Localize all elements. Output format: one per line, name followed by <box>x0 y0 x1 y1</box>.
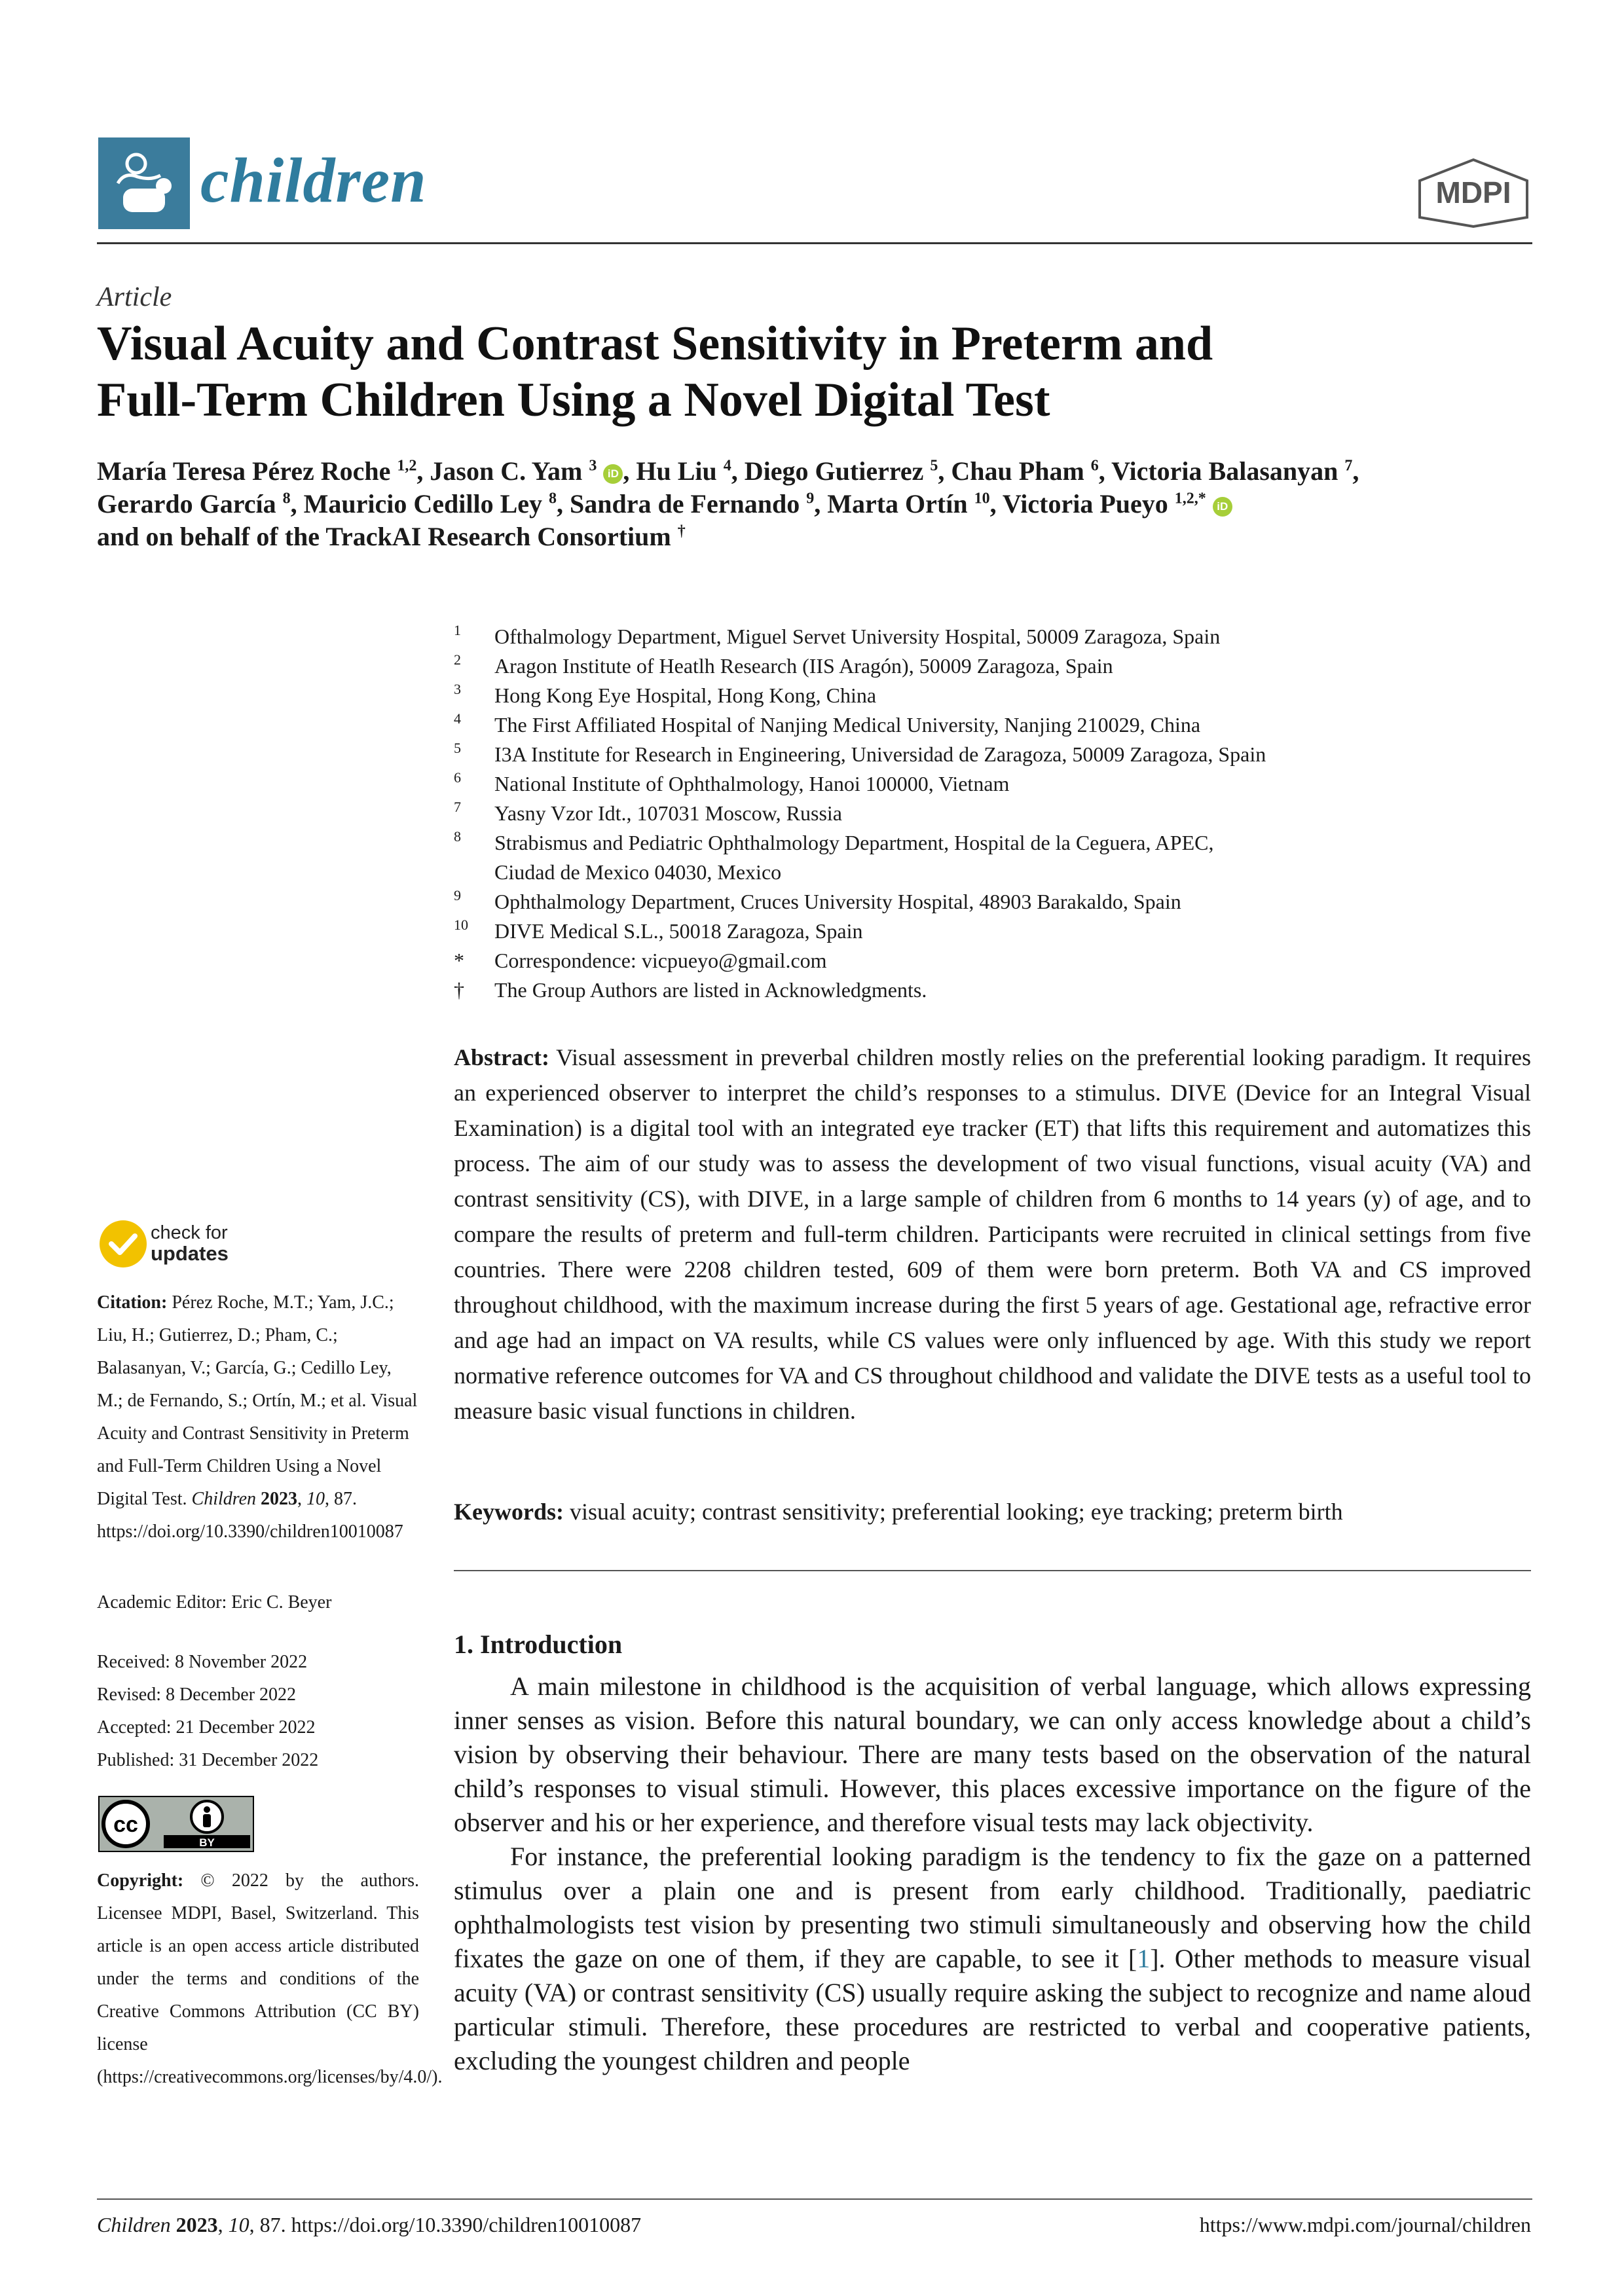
author-name[interactable]: Jason C. Yam <box>430 456 583 486</box>
journal-logo-icon <box>98 137 190 229</box>
affiliation-item <box>454 651 1528 681</box>
author-name[interactable]: Hu Liu <box>636 456 717 486</box>
author-name[interactable]: Sandra de Fernando <box>570 489 800 519</box>
correspondence-text[interactable]: Correspondence: vicpueyo@gmail.com <box>494 949 827 972</box>
affiliation-text: Hong Kong Eye Hospital, Hong Kong, China <box>494 683 877 707</box>
affiliation-item <box>454 622 1528 651</box>
copyright-label: Copyright: <box>97 1870 184 1891</box>
check-updates-line-2: updates <box>151 1242 229 1265</box>
affiliation-number: 7 <box>454 799 461 815</box>
author-name[interactable]: Victoria Pueyo <box>1002 489 1168 519</box>
cc-icon-text: cc <box>113 1812 138 1837</box>
affiliation-number: 8 <box>454 828 461 845</box>
author-name[interactable]: Diego Gutierrez <box>744 456 924 486</box>
affiliation-text: DIVE Medical S.L., 50018 Zaragoza, Spain <box>494 919 863 943</box>
affiliations-list <box>454 622 1528 1005</box>
footer-journal: Children <box>97 2213 171 2236</box>
affiliation-number: 1 <box>454 622 461 638</box>
cc-by-license-badge[interactable] <box>98 1796 254 1852</box>
article-title <box>97 316 1407 428</box>
journal-name: children <box>200 145 427 216</box>
affiliation-item <box>454 799 1528 828</box>
affiliation-item <box>454 710 1528 740</box>
footer-journal-url[interactable]: https://www.mdpi.com/journal/children <box>1199 2213 1531 2236</box>
author-affil-ref: 1,2,* <box>1174 490 1206 507</box>
publisher-name: MDPI <box>1435 175 1511 210</box>
keywords <box>454 1494 1531 1529</box>
title-line-2: Full-Term Children Using a Novel Digital Test <box>97 373 1050 427</box>
affiliation-number: 3 <box>454 681 461 697</box>
paragraph <box>454 1840 1531 2078</box>
copyright-block <box>97 1865 443 2094</box>
footer-year: 2023 <box>175 2213 218 2236</box>
author-affil-ref: 5 <box>930 457 938 475</box>
author-affil-ref: 10 <box>974 490 990 507</box>
by-label: BY <box>199 1836 215 1849</box>
author-name[interactable]: Chau Pham <box>951 456 1084 486</box>
paragraph-text: ]. Other methods to measure visual acuity (VA) or contrast sensitivity (CS) usually require asking the subject to recognize and name aloud particular stimuli. Therefore, these procedures are restricted to verbal and cooperative patients, excluding the youngest children and people <box>454 1944 1531 2075</box>
reference-link[interactable]: 1 <box>1137 1944 1151 1973</box>
check-updates-line-1: check for <box>151 1222 228 1243</box>
publication-dates <box>97 1646 318 1777</box>
affiliation-number: 9 <box>454 887 461 903</box>
affiliation-text: Ciudad de Mexico 04030, Mexico <box>494 860 782 884</box>
abstract-label: Abstract: <box>454 1044 549 1070</box>
author-name[interactable]: Marta Ortín <box>827 489 968 519</box>
citation-text: Pérez Roche, M.T.; Yam, J.C.; Liu, H.; Gutierrez, D.; Pham, C.; Balasanyan, V.; García, G.; Cedillo Ley, M.; de Fernando, S.; Ortín, M.; et al. Visual Acuity and Contrast Sensitivity in Preterm and Full-Term Children Using a Novel Digital Test. <box>97 1292 418 1509</box>
consortium-ref: † <box>677 522 686 540</box>
affiliation-text: Strabismus and Pediatric Ophthalmology Department, Hospital de la Ceguera, APEC, <box>494 831 1214 854</box>
affiliation-number: 2 <box>454 651 461 668</box>
affiliation-number: 10 <box>454 917 468 933</box>
received-date: Received: 8 November 2022 <box>97 1652 308 1672</box>
orcid-icon[interactable]: iD <box>1213 497 1232 517</box>
affiliation-item <box>454 917 1528 946</box>
affiliation-text: Yasny Vzor Idt., 107031 Moscow, Russia <box>494 801 842 825</box>
keywords-text: visual acuity; contrast sensitivity; preferential looking; eye tracking; preterm birth <box>569 1499 1343 1525</box>
article-type: Article <box>97 282 172 312</box>
author-list: María Teresa Pérez Roche $^{1,2}$, Jason C. Yam $^3$ iD , Hu Liu $^4$, Diego Gutierrez $^5$, Chau Pham $^6$, Victoria Balasanyan $^7$, Gerardo García $^8$, Mauricio Cedillo Ley $^8$, Sandra de Fernando $^9$, Marta Ortín $^{10}$, Victoria Pueyo $^{1,2,*}$ iD and on behalf of the TrackAI Research Consortium † <box>97 456 1359 551</box>
footer-rule <box>97 2198 1532 2200</box>
group-author-note <box>454 975 1528 1005</box>
citation-journal: Children <box>191 1489 257 1509</box>
citation-label: Citation: <box>97 1292 168 1313</box>
publisher-logo <box>1414 157 1532 229</box>
footer-volume: 10 <box>228 2213 249 2236</box>
keywords-label: Keywords: <box>454 1499 564 1525</box>
affiliation-number: 6 <box>454 769 461 786</box>
correspondence-note <box>454 946 1528 975</box>
citation-year: 2023 <box>261 1489 298 1509</box>
affiliation-number: 4 <box>454 710 461 727</box>
affiliation-text: The First Affiliated Hospital of Nanjing Medical University, Nanjing 210029, China <box>494 713 1201 737</box>
citation-volume: 10 <box>306 1489 325 1509</box>
author-name[interactable]: María Teresa Pérez Roche <box>97 456 391 486</box>
affiliation-text: Ophthalmology Department, Cruces University Hospital, 48903 Barakaldo, Spain <box>494 890 1181 913</box>
dagger-symbol: † <box>454 978 464 1002</box>
section-divider <box>454 1570 1531 1571</box>
citation-doi[interactable]: , 87. https://doi.org/10.3390/children10010087 <box>97 1489 403 1542</box>
affiliation-text: I3A Institute for Research in Engineering, Universidad de Zaragoza, 50009 Zaragoza, Spain <box>494 742 1266 766</box>
check-updates-icon <box>98 1219 148 1269</box>
affiliation-item <box>454 740 1528 769</box>
citation-block: Citation: Pérez Roche, M.T.; Yam, J.C.; Liu, H.; Gutierrez, D.; Pham, C.; Balasanyan, V.; García, G.; Cedillo Ley, M.; de Fernando, S.; Ortín, M.; et al. Visual Acuity and Contrast Sensitivity in Preterm and Full-Term Children Using a Novel Digital Test. Children 2023, 10, 87. https://doi.org/10.3390/children10010087 <box>97 1292 418 1542</box>
affiliation-item <box>454 769 1528 799</box>
abstract-text: Visual assessment in preverbal children mostly relies on the preferential looking paradigm. It requires an experienced observer to interpret the child’s responses to a stimulus. DIVE (Device for an Integral Visual Examination) is a digital tool with an integrated eye tracker (ET) that lifts this requirement and automatizes this process. The aim of our study was to assess the development of two visual functions, visual acuity (VA) and contrast sensitivity (CS), with DIVE, in a large sample of children from 6 months to 14 years (y) of age, and to compare the results of preterm and full-term children. Participants were recruited in clinical settings from five countries. There were 2208 children tested, 609 of them were born preterm. Both VA and CS improved throughout childhood, with the maximum increase during the first 5 years of age. Gestational age, refractive error and age had an impact on VA results, while CS values were only influenced by age. With this study we report normative reference outcomes for VA and CS throughout childhood and validate the DIVE tests as a useful tool to measure basic visual functions in children. <box>454 1044 1531 1424</box>
affiliation-number: 5 <box>454 740 461 756</box>
orcid-icon[interactable]: iD <box>603 464 623 484</box>
paragraph: A main milestone in childhood is the acquisition of verbal language, which allows expressing inner senses as vision. Before this natural boundary, we can only access knowledge about a child’s vision by observing their behaviour. There are many tests based on the observation of the natural child’s responses to visual stimuli. However, this places excessive importance on the figure of the observer and his or her experience, and therefore visual tests may lack objectivity. <box>454 1671 1531 1837</box>
footer-citation: Children 2023, 10, 87. https://doi.org/10.3390/children10010087 <box>97 2213 642 2236</box>
section-heading: 1. Introduction <box>454 1630 623 1659</box>
affiliation-item <box>454 887 1528 917</box>
author-affil-ref: 9 <box>806 490 815 507</box>
affiliation-item <box>454 828 1528 858</box>
paragraph-text: For instance, the preferential looking paradigm is the tendency to fix the gaze on a patterned stimulus over a plain one and is present from early childhood. Traditionally, paediatric ophthalmologists test vision by presenting two stimuli simultaneously and observing how the child fixates the gaze on one of them, if they are capable, to see it [ <box>454 1842 1531 1973</box>
author-affil-ref: 8 <box>549 490 557 507</box>
affiliation-item <box>454 681 1528 710</box>
check-updates-label[interactable] <box>151 1223 229 1265</box>
affiliation-item <box>454 858 1528 887</box>
affiliation-text: Aragon Institute of Heatlh Research (IIS Aragón), 50009 Zaragoza, Spain <box>494 654 1113 678</box>
author-affil-ref: 7 <box>1344 457 1353 475</box>
published-date: Published: 31 December 2022 <box>97 1750 319 1770</box>
author-affil-ref: 3 <box>589 457 597 475</box>
consortium-name: and on behalf of the TrackAI Research Consortium <box>97 522 671 551</box>
author-affil-ref: 8 <box>282 490 291 507</box>
author-affil-ref: 6 <box>1090 457 1099 475</box>
revised-date: Revised: 8 December 2022 <box>97 1685 297 1705</box>
author-name[interactable]: Mauricio Cedillo Ley <box>303 489 543 519</box>
introduction-body <box>454 1669 1531 2078</box>
copyright-text: © 2022 by the authors. Licensee MDPI, Basel, Switzerland. This article is an open access article distributed under the terms and conditions of the Creative Commons Attribution (CC BY) license (https://creativecommons.org/licenses/by/4.0/). <box>97 1870 443 2087</box>
academic-editor: Academic Editor: Eric C. Beyer <box>97 1592 332 1613</box>
author-affil-ref: 1,2 <box>397 457 417 475</box>
affiliation-text: National Institute of Ophthalmology, Hanoi 100000, Vietnam <box>494 772 1010 795</box>
author-affil-ref: 4 <box>723 457 731 475</box>
abstract <box>454 1040 1531 1429</box>
title-line-1: Visual Acuity and Contrast Sensitivity in Preterm and <box>97 317 1213 371</box>
footer-doi-link[interactable]: , 87. https://doi.org/10.3390/children10010087 <box>249 2213 642 2236</box>
author-name[interactable]: Gerardo García <box>97 489 276 519</box>
correspondence-symbol: * <box>454 949 464 972</box>
header-rule <box>97 242 1532 244</box>
author-name[interactable]: Victoria Balasanyan <box>1111 456 1338 486</box>
group-author-text: The Group Authors are listed in Acknowledgments. <box>494 978 927 1002</box>
accepted-date: Accepted: 21 December 2022 <box>97 1717 316 1738</box>
affiliation-text: Ofthalmology Department, Miguel Servet University Hospital, 50009 Zaragoza, Spain <box>494 625 1221 648</box>
